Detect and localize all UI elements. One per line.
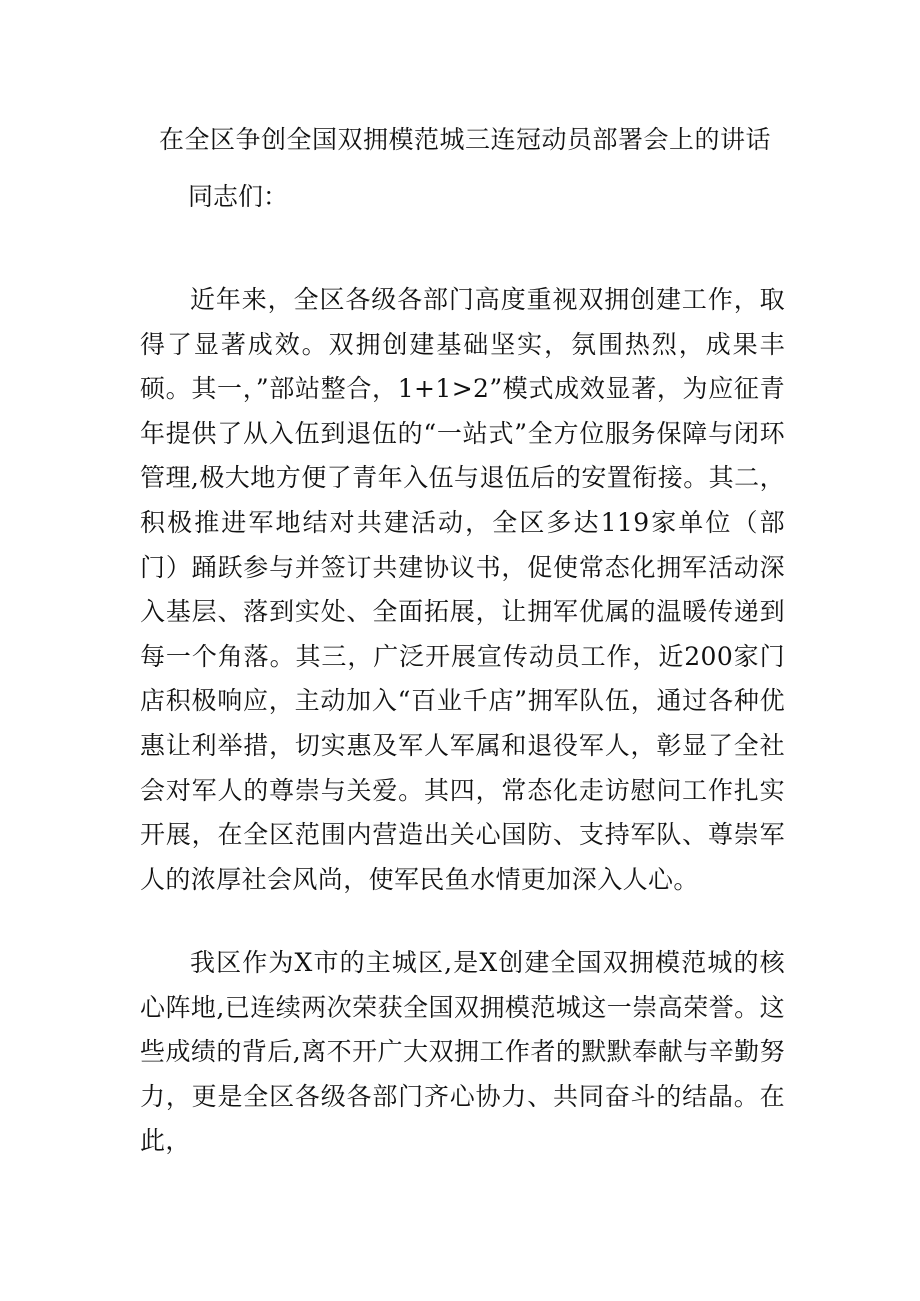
document-title: 在全区争创全国双拥模范城三连冠动员部署会上的讲话 bbox=[158, 125, 771, 154]
salutation: 同志们： bbox=[188, 182, 289, 211]
body-paragraph-1: 近年来，全区各级各部门高度重视双拥创建工作，取得了显著成效。双拥创建基础坚实，氛围热烈，成果丰硕。其一，”部站整合，1+1>2”模式成效显著，为应征青年提供了从入伍到退伍的“一站式”全方位服务保障与闭环管理,极大地方便了青年入伍与退伍后的安置衔接。其二，积极推进军地结对共建活动，全区多达119家单位（部门）踊跃参与并签订共建协议书，促使常态化拥军活动深入基层、落到实处、全面拓展，让拥军优属的温暖传递到每一个角落。其三，广泛开展宣传动员工作，近200家门店积极响应，主动加入“百业千店”拥军队伍，通过各种优惠让利举措，切实惠及军人军属和退役军人，彰显了全社会对军人的尊崇与关爱。其四，常态化走访慰问工作扎实开展，在全区范围内营造出关心国防、支持军队、尊崇军人的浓厚社会风尚，使军民鱼水情更加深入人心。 bbox=[140, 285, 785, 894]
body-paragraph-2: 我区作为X市的主城区,是X创建全国双拥模范城的核心阵地,已连续两次荣获全国双拥模范城这一崇高荣誉。这些成绩的背后,离不开广大双拥工作者的默默奉献与辛勤努力，更是全区各级各部门齐心协力、共同奋斗的结晶。在此， bbox=[140, 948, 785, 1156]
